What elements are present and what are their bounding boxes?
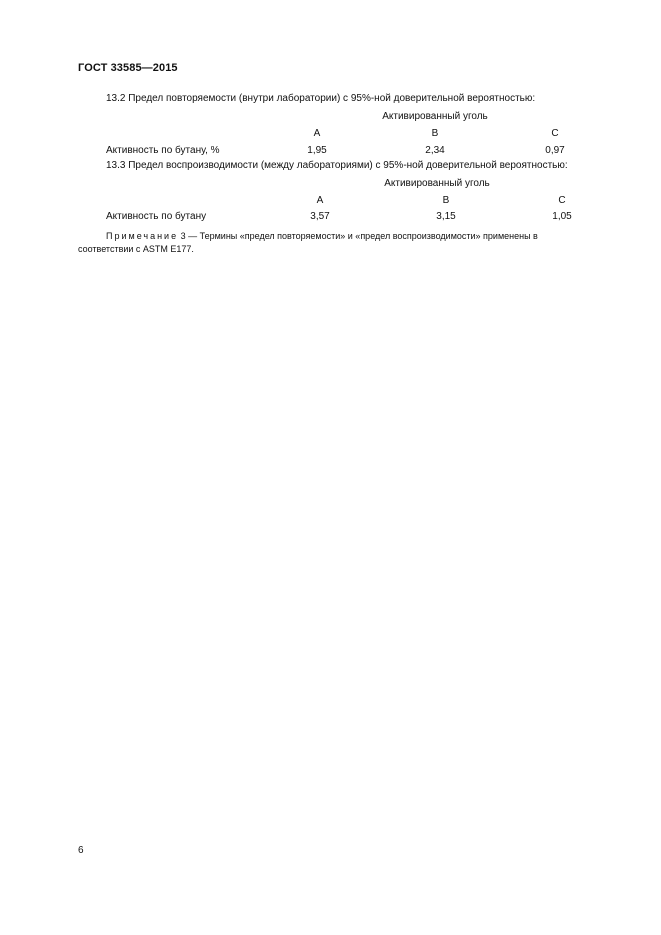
section-13-3-col-a: A [316,195,324,206]
section-13-2-value-b: 2,34 [425,145,445,156]
section-13-3-group-header: Активированный уголь [384,178,490,189]
section-13-2-row-label: Активность по бутану, % [106,145,220,156]
section-13-3-text: 13.3 Предел воспроизводимости (между лабораториями) с 95%-ной доверительной вероятностью: [106,160,568,171]
section-13-3-value-b: 3,15 [436,211,456,222]
section-13-2-value-a: 1,95 [307,145,327,156]
page-number: 6 [78,845,84,856]
note-paragraph [78,230,588,256]
section-13-2-text: 13.2 Предел повторяемости (внутри лаборатории) с 95%-ной доверительной вероятностью: [106,93,536,104]
section-13-2-group-header: Активированный уголь [382,111,488,122]
note-text: 3 — Термины «предел повторяемости» и «предел воспроизводимости» применены в соответствии с ASTM E177. [78,231,538,254]
section-13-3-value-a: 3,57 [310,211,330,222]
document-header-title: ГОСТ 33585—2015 [78,62,178,74]
note-label: Примечание [106,231,179,241]
section-13-2-col-b: B [431,128,439,139]
section-13-2-col-c: C [551,128,559,139]
section-13-3-col-c: C [558,195,566,206]
section-13-3-col-b: B [442,195,450,206]
section-13-2-col-a: A [313,128,321,139]
section-13-3-row-label: Активность по бутану [106,211,207,222]
section-13-3-value-c: 1,05 [552,211,572,222]
section-13-2-value-c: 0,97 [545,145,565,156]
